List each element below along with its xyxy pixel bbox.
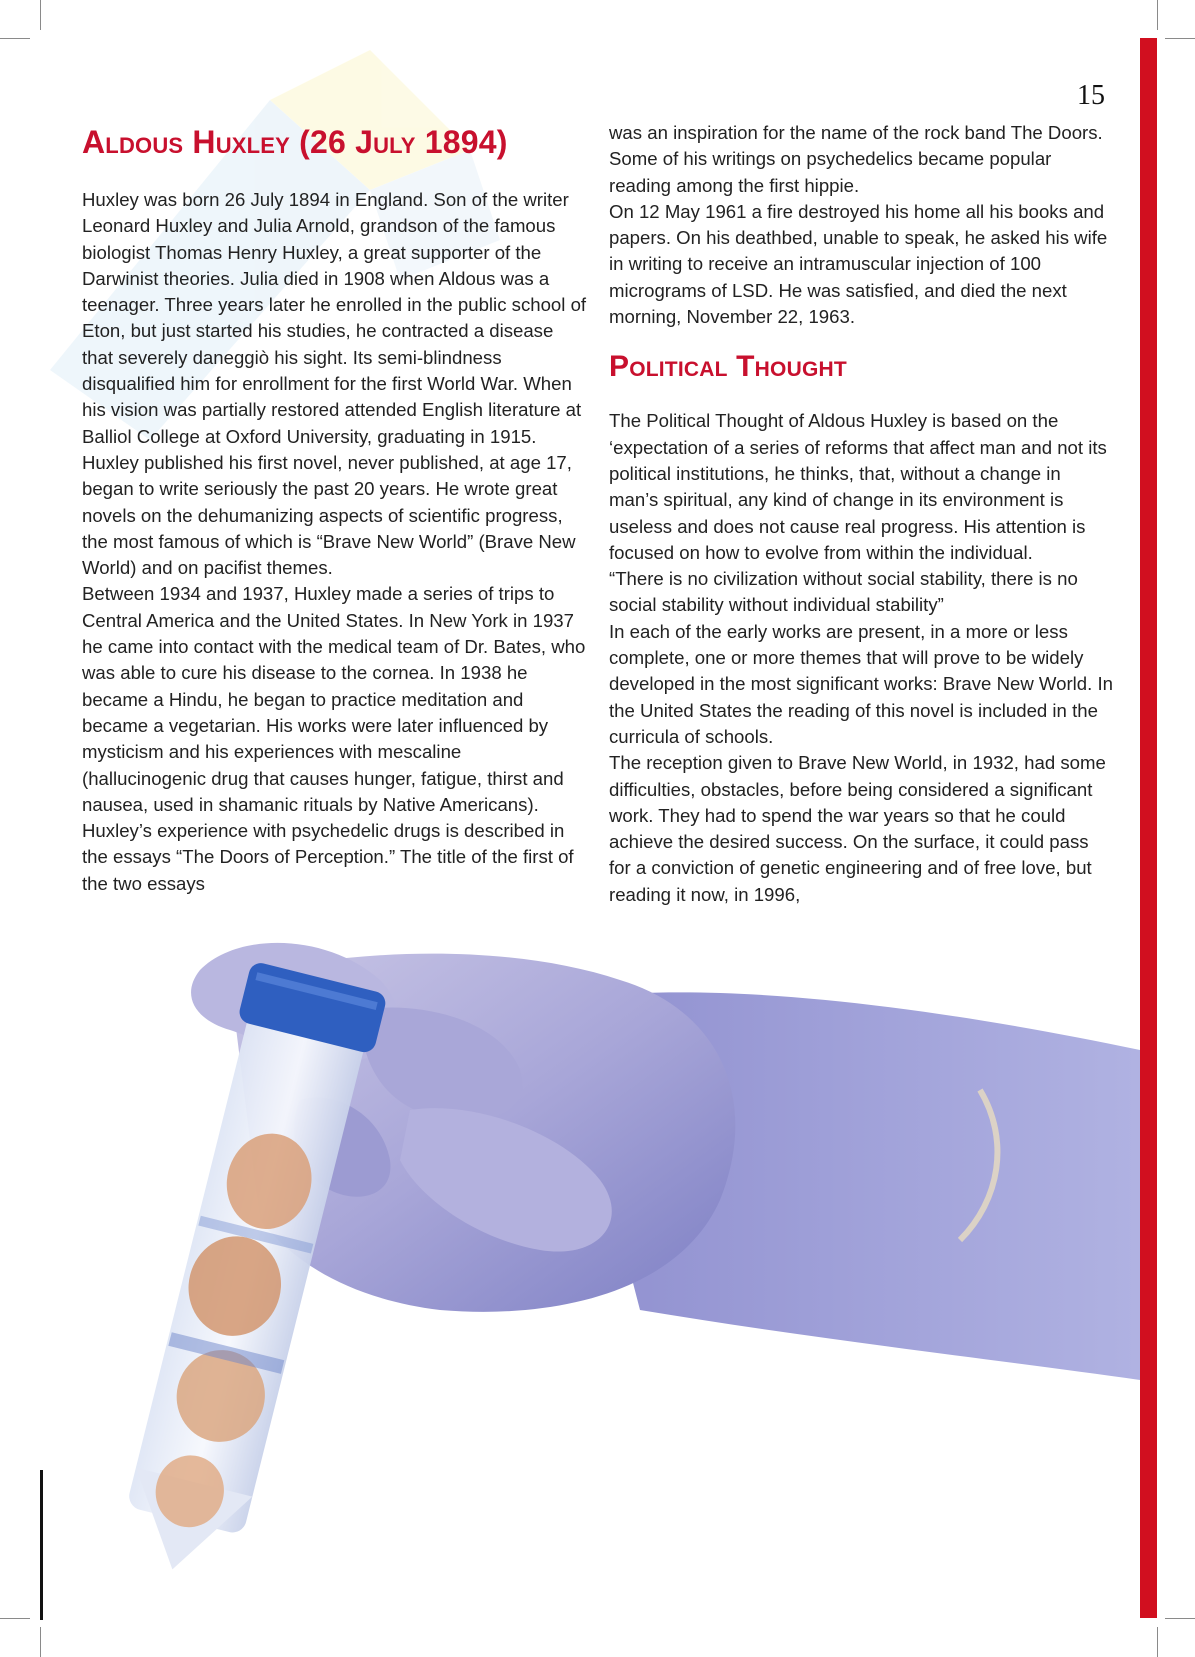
crop-mark xyxy=(1157,0,1158,30)
page-number: 15 xyxy=(1077,80,1105,111)
crop-mark xyxy=(1165,1618,1195,1619)
paragraph: The Political Thought of Aldous Huxley is based on the ‘expectation of a series of reforms that affect man and not its political institutions, he thinks, that, without a change in man’s spiritual, any kind of change in its environment is useless and does not cause real progress. His attention is focused on how to evolve from within the individual. xyxy=(609,410,1107,563)
paragraph: Between 1934 and 1937, Huxley made a series of trips to Central America and the United States. In New York in 1937 he came into contact with the medical team of Dr. Bates, who was able to cure his disease to the cornea. In 1938 he became a Hindu, he began to practice meditation and became a vegetarian. His works were later influenced by mysticism and his experiences with mescaline (hallucinogenic drug that causes hunger, fatigue, thirst and nausea, used in shamanic rituals by Native Americans). Huxley’s experience with psychedelic drugs is described in the essays “The Doors of Perception.” The title of the first of the two essays xyxy=(82,583,586,894)
crop-mark xyxy=(40,1627,41,1657)
crop-mark xyxy=(1165,38,1195,39)
gloved-hand-test-tube-photo xyxy=(0,940,1140,1630)
crop-mark xyxy=(0,38,30,39)
section-heading-political-thought: Political Thought xyxy=(609,350,847,384)
paragraph: Huxley was born 26 July 1894 in England. Son of the writer Leonard Huxley and Julia Arnold, grandson of the famous biologist Thomas Henry Huxley, a great supporter of the Darwinist theories. Julia died in 1908 when Aldous was a teenager. Three years later he enrolled in the public school of Eton, but just started his studies, he contracted a disease that severely daneggiò his sight. Its semi-blindness disqualified him for enrollment for the first World War. When his vision was partially restored attended English literature at Balliol College at Oxford University, graduating in 1915. xyxy=(82,189,587,447)
red-edge-bar xyxy=(1140,38,1157,1618)
crop-mark xyxy=(1157,1627,1158,1657)
paragraph: The reception given to Brave New World, in 1932, had some difficulties, obstacles, before being considered a significant work. They had to spend the war years so that he could achieve the desired success. On the surface, it could pass for a conviction of genetic engineering and of free love, but reading it now, in 1996, xyxy=(609,752,1106,905)
paragraph: Huxley published his first novel, never published, at age 17, began to write seriously the past 20 years. He wrote great novels on the dehumanizing aspects of scientific progress, the most famous of which is “Brave New World” (Brave New World) and on pacifist themes. xyxy=(82,451,576,579)
paragraph: In each of the early works are present, in a more or less complete, one or more themes that will prove to be widely developed in the most significant works: Brave New World. In the United States the reading of this novel is included in the curricula of schools. xyxy=(609,620,1113,747)
crop-mark xyxy=(40,0,41,30)
paragraph: “There is no civilization without social stability, there is no social stability without individual stability” xyxy=(609,568,1078,616)
left-column xyxy=(82,120,587,897)
section-heading-biography: Aldous Huxley (26 July 1894) xyxy=(82,124,508,160)
paragraph: was an inspiration for the name of the rock band The Doors. Some of his writings on psychedelics became popular reading among the first hippie. xyxy=(609,122,1103,196)
right-column xyxy=(609,120,1114,908)
paragraph: On 12 May 1961 a fire destroyed his home all his books and papers. On his deathbed, unable to speak, he asked his wife in writing to receive an intramuscular injection of 100 micrograms of LSD. He was satisfied, and died the next morning, November 22, 1963. xyxy=(609,200,1108,328)
